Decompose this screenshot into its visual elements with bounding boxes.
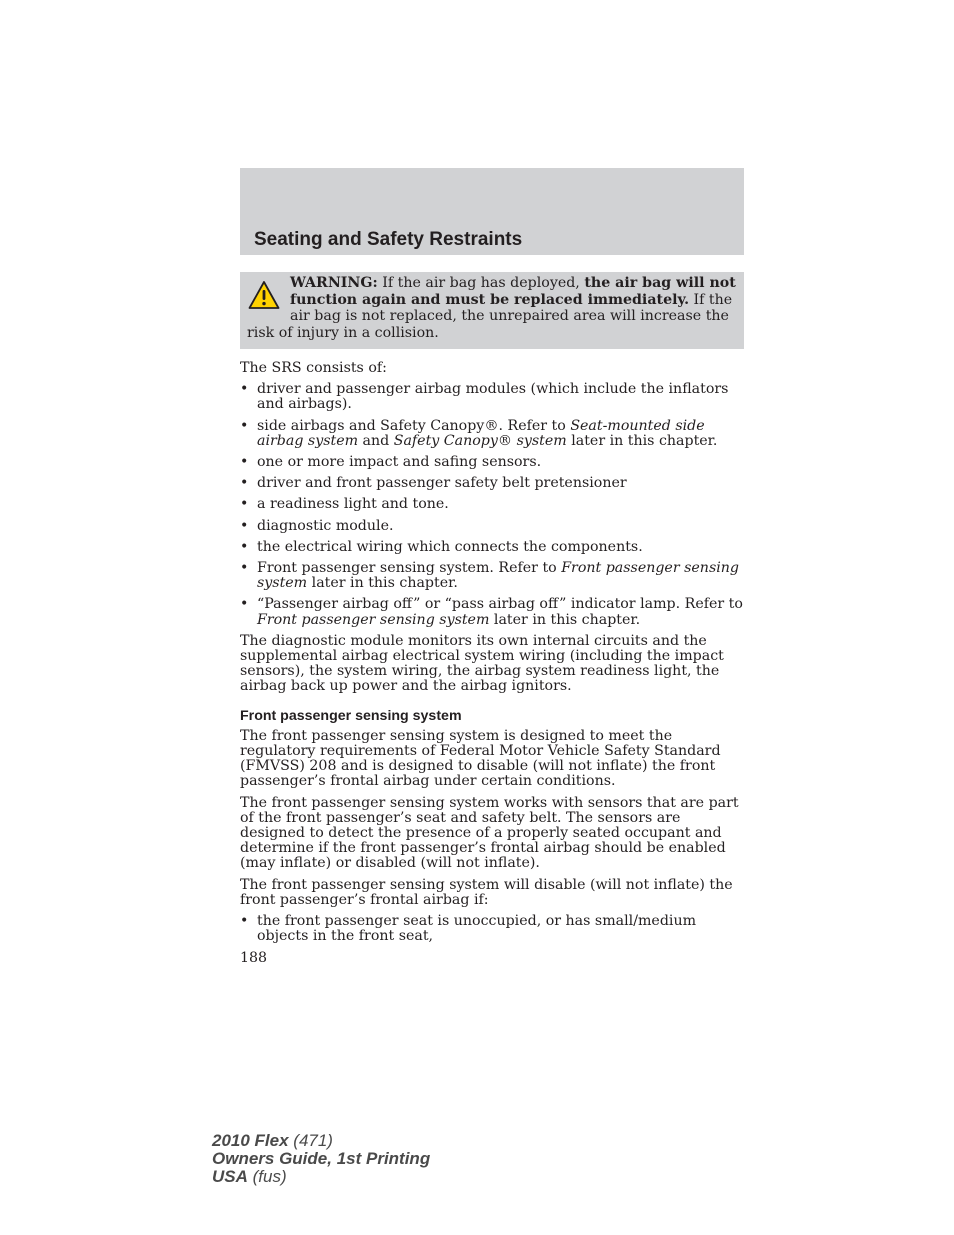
warning-text-2: If the air bag is not replaced, the unrepaired area will increase the risk of injury in a collision. [247, 291, 733, 341]
section-header-band [240, 168, 744, 255]
list-item [240, 382, 746, 412]
list-item-text: diagnostic module. [257, 517, 394, 534]
list-item-text: Front passenger sensing system. Refer to [257, 560, 562, 577]
list-item-text: driver and passenger airbag modules (which include the inflators and airbags). [257, 381, 729, 413]
list-item [240, 914, 746, 944]
page-number: 188 [240, 949, 268, 966]
warning-bold: the air bag will not function again and must be replaced immediately. [290, 275, 736, 308]
cross-reference: Seat-mounted side airbag system [257, 417, 705, 449]
warning-text-1: If the air bag has deployed, [377, 275, 585, 291]
paragraph: The front passenger sensing system is designed to meet the regulatory requirements of Federal Motor Vehicle Safety Standard (FMVSS) 208 and is designed to disable (will not inflate) the front passenger’s frontal airbag under certain conditions. [240, 727, 721, 790]
list-item [240, 476, 746, 491]
list-item-text: later in this chapter. [566, 432, 718, 449]
list-item [240, 419, 746, 449]
intro-paragraph: The SRS consists of: [240, 360, 387, 376]
list-item-text: “Passenger airbag off” or “pass airbag off” indicator lamp. Refer to [257, 596, 743, 613]
warning-text [247, 275, 736, 341]
list-item [240, 519, 746, 534]
paragraph: The front passenger sensing system works with sensors that are part of the front passenger’s seat and safety belt. The sensors are designed to detect the presence of a properly seated occupant and determine if the front passenger’s frontal airbag should be enabled (may inflate) or disabled (will not inflate). [240, 794, 739, 872]
list-item [240, 597, 746, 627]
document-footer [212, 1132, 430, 1186]
page-content [240, 361, 746, 966]
section-title: Seating and Safety Restraints [254, 229, 523, 250]
footer-market-code: (fus) [247, 1167, 287, 1186]
list-item-text: later in this chapter. [307, 575, 458, 592]
list-item-text: one or more impact and safing sensors. [257, 454, 542, 471]
list-item-text: the electrical wiring which connects the components. [257, 538, 643, 555]
list-item-text: the front passenger seat is unoccupied, or has small/medium objects in the front seat, [257, 913, 697, 945]
diagnostic-paragraph: The diagnostic module monitors its own internal circuits and the supplemental airbag electrical system wiring (including the impact sensors), the system wiring, the airbag system readiness light, the airbag back up power and the airbag ignitors. [240, 632, 724, 695]
list-item-text: driver and front passenger safety belt pretensioner [257, 475, 627, 492]
footer-line-2: Owners Guide, 1st Printing [212, 1149, 431, 1168]
list-item-text: later in this chapter. [489, 611, 641, 628]
list-item-text: a readiness light and tone. [257, 496, 449, 513]
list-item-text: and [358, 432, 394, 449]
srs-components-list [240, 382, 746, 628]
warning-triangle-icon [248, 280, 280, 310]
subsection-heading: Front passenger sensing system [240, 707, 462, 724]
list-item [240, 497, 746, 512]
disable-conditions-list [240, 914, 746, 944]
cross-reference: Safety Canopy® system [393, 432, 567, 449]
cross-reference: Front passenger sensing system [257, 560, 739, 592]
list-item-text: side airbags and Safety Canopy®. Refer to [257, 417, 571, 434]
footer-line-3 [212, 1168, 430, 1186]
list-item [240, 540, 746, 555]
list-item [240, 455, 746, 470]
footer-model: 2010 Flex [212, 1131, 289, 1150]
warning-label: WARNING: [290, 275, 378, 291]
footer-market: USA [212, 1167, 248, 1186]
cross-reference: Front passenger sensing system [257, 611, 490, 628]
warning-box [240, 272, 744, 349]
paragraph: The front passenger sensing system will disable (will not inflate) the front passenger’s frontal airbag if: [240, 876, 733, 908]
list-item [240, 561, 746, 591]
footer-line-1 [212, 1132, 430, 1150]
footer-model-code: (471) [288, 1131, 333, 1150]
